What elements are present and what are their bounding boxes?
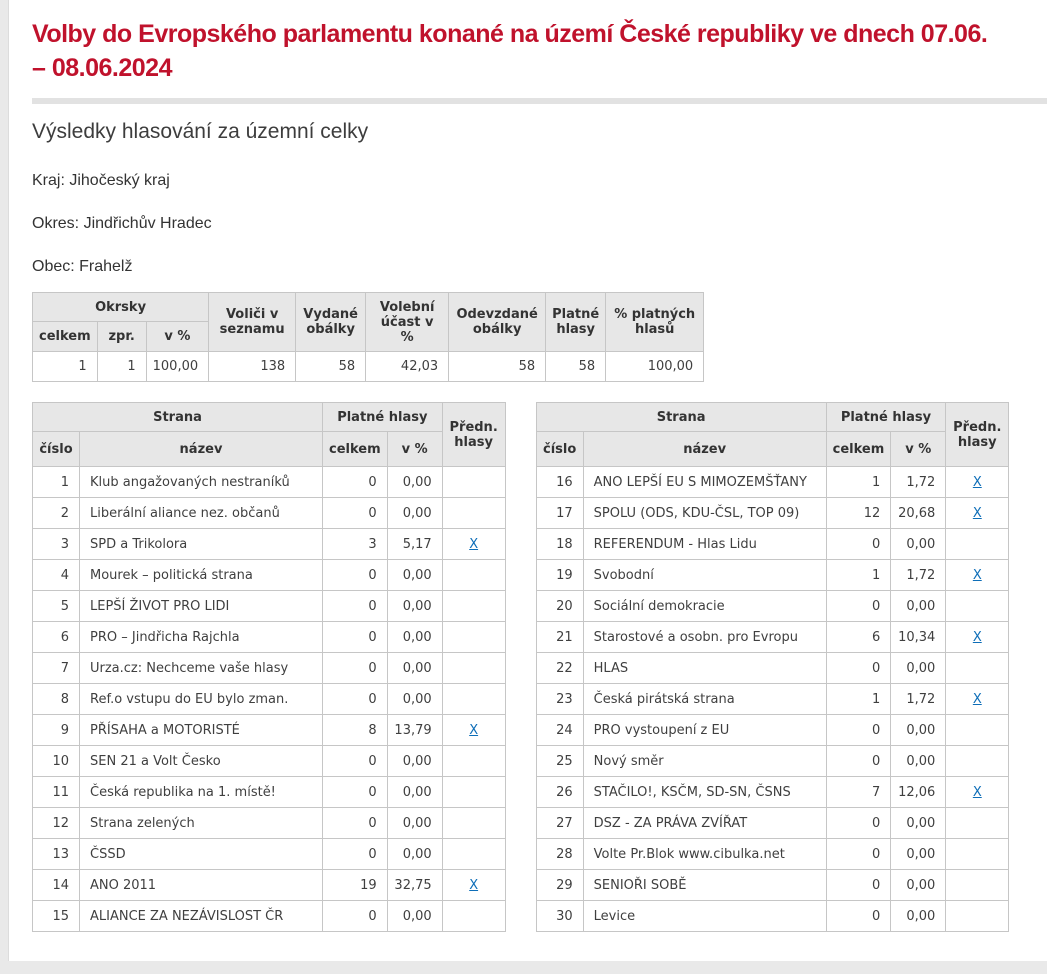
party-pct-cell: 1,72 [891,467,946,498]
party-number-cell: 29 [536,870,583,901]
party-pct-cell: 32,75 [387,870,442,901]
party-row [536,467,1009,498]
header-cislo: číslo [536,432,583,467]
party-name-cell: Starostové a osobn. pro Evropu [583,622,826,653]
pref-votes-cell [946,901,1009,932]
pref-votes-link[interactable]: X [972,629,982,645]
party-total-cell: 0 [323,560,388,591]
pref-votes-cell [442,777,505,808]
party-number-cell: 3 [33,529,80,560]
party-total-cell: 0 [323,591,388,622]
party-pct-cell: 0,00 [387,808,442,839]
party-number-cell: 27 [536,808,583,839]
okrsky-vpct-value: 100,00 [146,352,209,382]
party-pct-cell: 1,72 [891,684,946,715]
party-number-cell: 11 [33,777,80,808]
party-row [536,808,1009,839]
pref-votes-link[interactable]: X [469,877,479,893]
region-okres: Okres: Jindřichův Hradec [32,215,212,232]
party-pct-cell: 5,17 [387,529,442,560]
pref-votes-cell [442,684,505,715]
party-name-cell: PŘÍSAHA a MOTORISTÉ [80,715,323,746]
party-row [33,560,506,591]
region-kraj: Kraj: Jihočeský kraj [32,172,170,189]
pref-votes-cell [442,870,505,901]
party-number-cell: 16 [536,467,583,498]
party-table-left [32,402,506,932]
party-total-cell: 0 [826,715,891,746]
party-row [33,591,506,622]
party-name-cell: DSZ - ZA PRÁVA ZVÍŘAT [583,808,826,839]
vydane-obalky-value: 58 [296,352,366,382]
pref-votes-link[interactable]: X [972,567,982,583]
party-total-cell: 0 [323,746,388,777]
party-number-cell: 12 [33,808,80,839]
pref-votes-cell [946,870,1009,901]
party-pct-cell: 0,00 [387,467,442,498]
party-number-cell: 1 [33,467,80,498]
party-row [536,870,1009,901]
pref-votes-cell [442,746,505,777]
header-nazev: název [80,432,323,467]
party-name-cell: SENIOŘI SOBĚ [583,870,826,901]
region-obec: Obec: Frahelž [32,258,133,275]
pct-platnych-value: 100,00 [606,352,704,382]
party-total-cell: 19 [323,870,388,901]
page-title: Volby do Evropského parlamentu konané na území České republiky ve dnech 07.06. – 08.06.2024 [32,20,988,82]
party-number-cell: 7 [33,653,80,684]
pref-votes-cell [442,808,505,839]
pref-votes-cell [442,467,505,498]
party-pct-cell: 0,00 [387,498,442,529]
header-vpct: v % [387,432,442,467]
party-row [33,684,506,715]
party-pct-cell: 0,00 [891,591,946,622]
party-row [33,653,506,684]
header-okrsky: Okrsky [33,293,209,322]
party-row [33,901,506,932]
party-total-cell: 0 [826,591,891,622]
platne-hlasy-value: 58 [546,352,606,382]
section-title: Výsledky hlasování za územní celky [32,120,369,143]
pref-votes-cell [946,653,1009,684]
party-total-cell: 12 [826,498,891,529]
party-total-cell: 0 [826,839,891,870]
party-total-cell: 3 [323,529,388,560]
summary-table [32,292,704,382]
party-name-cell: PRO vystoupení z EU [583,715,826,746]
pref-votes-cell [442,529,505,560]
party-row [536,498,1009,529]
party-row [536,560,1009,591]
title-divider [32,98,1047,104]
pref-votes-cell [442,560,505,591]
volici-v-seznamu-value: 138 [209,352,296,382]
pref-votes-cell [442,591,505,622]
party-pct-cell: 0,00 [387,653,442,684]
party-pct-cell: 20,68 [891,498,946,529]
party-row [536,901,1009,932]
party-number-cell: 30 [536,901,583,932]
party-row [33,467,506,498]
party-total-cell: 8 [323,715,388,746]
pref-votes-cell [946,560,1009,591]
party-row [33,746,506,777]
party-number-cell: 21 [536,622,583,653]
party-total-cell: 1 [826,560,891,591]
party-total-cell: 1 [826,684,891,715]
pref-votes-cell [442,715,505,746]
party-row [536,653,1009,684]
header-vydane-obalky: Vydané obálky [296,293,366,352]
pref-votes-cell [946,622,1009,653]
party-row [536,777,1009,808]
party-total-cell: 0 [323,653,388,684]
pref-votes-link[interactable]: X [972,474,982,490]
pref-votes-cell [442,498,505,529]
party-name-cell: Česká pirátská strana [583,684,826,715]
party-number-cell: 26 [536,777,583,808]
party-pct-cell: 0,00 [387,684,442,715]
odevzdane-obalky-value: 58 [449,352,546,382]
party-row [536,622,1009,653]
party-name-cell: Urza.cz: Nechceme vaše hlasy [80,653,323,684]
party-number-cell: 18 [536,529,583,560]
party-number-cell: 4 [33,560,80,591]
header-cislo: číslo [33,432,80,467]
header-pct-platnych: % platných hlasů [606,293,704,352]
party-row [33,529,506,560]
header-volebni-ucast: Volební účast v % [366,293,449,352]
party-pct-cell: 0,00 [891,839,946,870]
party-pct-cell: 0,00 [891,870,946,901]
party-row [33,622,506,653]
party-pct-cell: 0,00 [891,808,946,839]
party-name-cell: ANO 2011 [80,870,323,901]
party-number-cell: 8 [33,684,80,715]
header-platne-hlasy: Platné hlasy [826,403,946,432]
party-pct-cell: 0,00 [387,839,442,870]
party-total-cell: 6 [826,622,891,653]
pref-votes-link[interactable]: X [469,536,479,552]
party-total-cell: 0 [323,901,388,932]
party-number-cell: 10 [33,746,80,777]
party-number-cell: 15 [33,901,80,932]
party-number-cell: 24 [536,715,583,746]
party-name-cell: HLAS [583,653,826,684]
party-row [33,777,506,808]
pref-votes-cell [442,839,505,870]
party-total-cell: 0 [323,622,388,653]
header-predn-hlasy: Předn. hlasy [442,403,505,467]
party-name-cell: Strana zelených [80,808,323,839]
party-row [33,498,506,529]
party-total-cell: 7 [826,777,891,808]
party-pct-cell: 0,00 [387,560,442,591]
pref-votes-cell [442,901,505,932]
page-content [8,0,1047,961]
pref-votes-link[interactable]: X [972,691,982,707]
party-name-cell: PRO – Jindřicha Rajchla [80,622,323,653]
party-row [536,591,1009,622]
party-row [536,839,1009,870]
party-pct-cell: 0,00 [387,591,442,622]
party-number-cell: 19 [536,560,583,591]
party-row [536,529,1009,560]
party-number-cell: 2 [33,498,80,529]
party-total-cell: 0 [323,839,388,870]
header-celkem: celkem [323,432,388,467]
party-name-cell: ALIANCE ZA NEZÁVISLOST ČR [80,901,323,932]
party-name-cell: SEN 21 a Volt Česko [80,746,323,777]
pref-votes-cell [946,777,1009,808]
okrsky-zpr-value: 1 [97,352,146,382]
header-okrsky-vpct: v % [146,322,209,352]
party-total-cell: 1 [826,467,891,498]
party-name-cell: LEPŠÍ ŽIVOT PRO LIDI [80,591,323,622]
header-predn-hlasy: Předn. hlasy [946,403,1009,467]
party-total-cell: 0 [826,746,891,777]
volebni-ucast-value: 42,03 [366,352,449,382]
party-pct-cell: 0,00 [891,746,946,777]
party-pct-cell: 12,06 [891,777,946,808]
party-total-cell: 0 [323,498,388,529]
party-tables-row [32,402,1047,932]
party-pct-cell: 10,34 [891,622,946,653]
party-name-cell: Sociální demokracie [583,591,826,622]
pref-votes-cell [946,684,1009,715]
party-name-cell: STAČILO!, KSČM, SD-SN, ČSNS [583,777,826,808]
party-total-cell: 0 [826,870,891,901]
party-row [33,839,506,870]
party-total-cell: 0 [826,808,891,839]
party-row [33,870,506,901]
header-platne-hlasy: Platné hlasy [323,403,443,432]
party-number-cell: 13 [33,839,80,870]
header-okrsky-zpr: zpr. [97,322,146,352]
party-row [536,715,1009,746]
party-name-cell: Mourek – politická strana [80,560,323,591]
party-number-cell: 6 [33,622,80,653]
party-name-cell: SPOLU (ODS, KDU-ČSL, TOP 09) [583,498,826,529]
pref-votes-cell [946,529,1009,560]
party-number-cell: 23 [536,684,583,715]
party-name-cell: ANO LEPŠÍ EU S MIMOZEMŠŤANY [583,467,826,498]
party-number-cell: 17 [536,498,583,529]
party-pct-cell: 13,79 [387,715,442,746]
pref-votes-link[interactable]: X [469,722,479,738]
party-name-cell: ČSSD [80,839,323,870]
party-total-cell: 0 [323,684,388,715]
party-row [536,684,1009,715]
party-number-cell: 22 [536,653,583,684]
party-number-cell: 28 [536,839,583,870]
party-number-cell: 5 [33,591,80,622]
header-nazev: název [583,432,826,467]
party-row [33,715,506,746]
party-row [33,808,506,839]
party-name-cell: Levice [583,901,826,932]
party-name-cell: Ref.o vstupu do EU bylo zman. [80,684,323,715]
party-name-cell: Liberální aliance nez. občanů [80,498,323,529]
party-pct-cell: 0,00 [387,746,442,777]
party-table-right [536,402,1010,932]
party-number-cell: 9 [33,715,80,746]
header-okrsky-celkem: celkem [33,322,98,352]
pref-votes-cell [442,622,505,653]
party-name-cell: Nový směr [583,746,826,777]
party-total-cell: 0 [826,901,891,932]
pref-votes-cell [946,467,1009,498]
pref-votes-cell [946,746,1009,777]
party-pct-cell: 0,00 [891,901,946,932]
header-strana: Strana [536,403,826,432]
summary-row [33,352,704,382]
pref-votes-cell [946,591,1009,622]
pref-votes-cell [946,498,1009,529]
header-odevzdane-obalky: Odevzdané obálky [449,293,546,352]
party-name-cell: SPD a Trikolora [80,529,323,560]
party-total-cell: 0 [323,777,388,808]
party-total-cell: 0 [323,467,388,498]
party-name-cell: Klub angažovaných nestraníků [80,467,323,498]
party-number-cell: 20 [536,591,583,622]
party-total-cell: 0 [826,653,891,684]
party-total-cell: 0 [826,529,891,560]
pref-votes-cell [442,653,505,684]
party-number-cell: 14 [33,870,80,901]
party-pct-cell: 0,00 [387,777,442,808]
pref-votes-link[interactable]: X [972,784,982,800]
party-number-cell: 25 [536,746,583,777]
party-pct-cell: 0,00 [891,529,946,560]
header-platne-hlasy: Platné hlasy [546,293,606,352]
party-name-cell: Česká republika na 1. místě! [80,777,323,808]
pref-votes-link[interactable]: X [972,505,982,521]
party-name-cell: Svobodní [583,560,826,591]
party-pct-cell: 0,00 [387,901,442,932]
header-vpct: v % [891,432,946,467]
okrsky-celkem-value: 1 [33,352,98,382]
header-volici-v-seznamu: Voliči v seznamu [209,293,296,352]
pref-votes-cell [946,839,1009,870]
party-pct-cell: 0,00 [891,653,946,684]
party-pct-cell: 0,00 [387,622,442,653]
pref-votes-cell [946,715,1009,746]
party-name-cell: Volte Pr.Blok www.cibulka.net [583,839,826,870]
party-total-cell: 0 [323,808,388,839]
header-celkem: celkem [826,432,891,467]
party-pct-cell: 1,72 [891,560,946,591]
party-pct-cell: 0,00 [891,715,946,746]
pref-votes-cell [946,808,1009,839]
party-row [536,746,1009,777]
party-name-cell: REFERENDUM - Hlas Lidu [583,529,826,560]
header-strana: Strana [33,403,323,432]
